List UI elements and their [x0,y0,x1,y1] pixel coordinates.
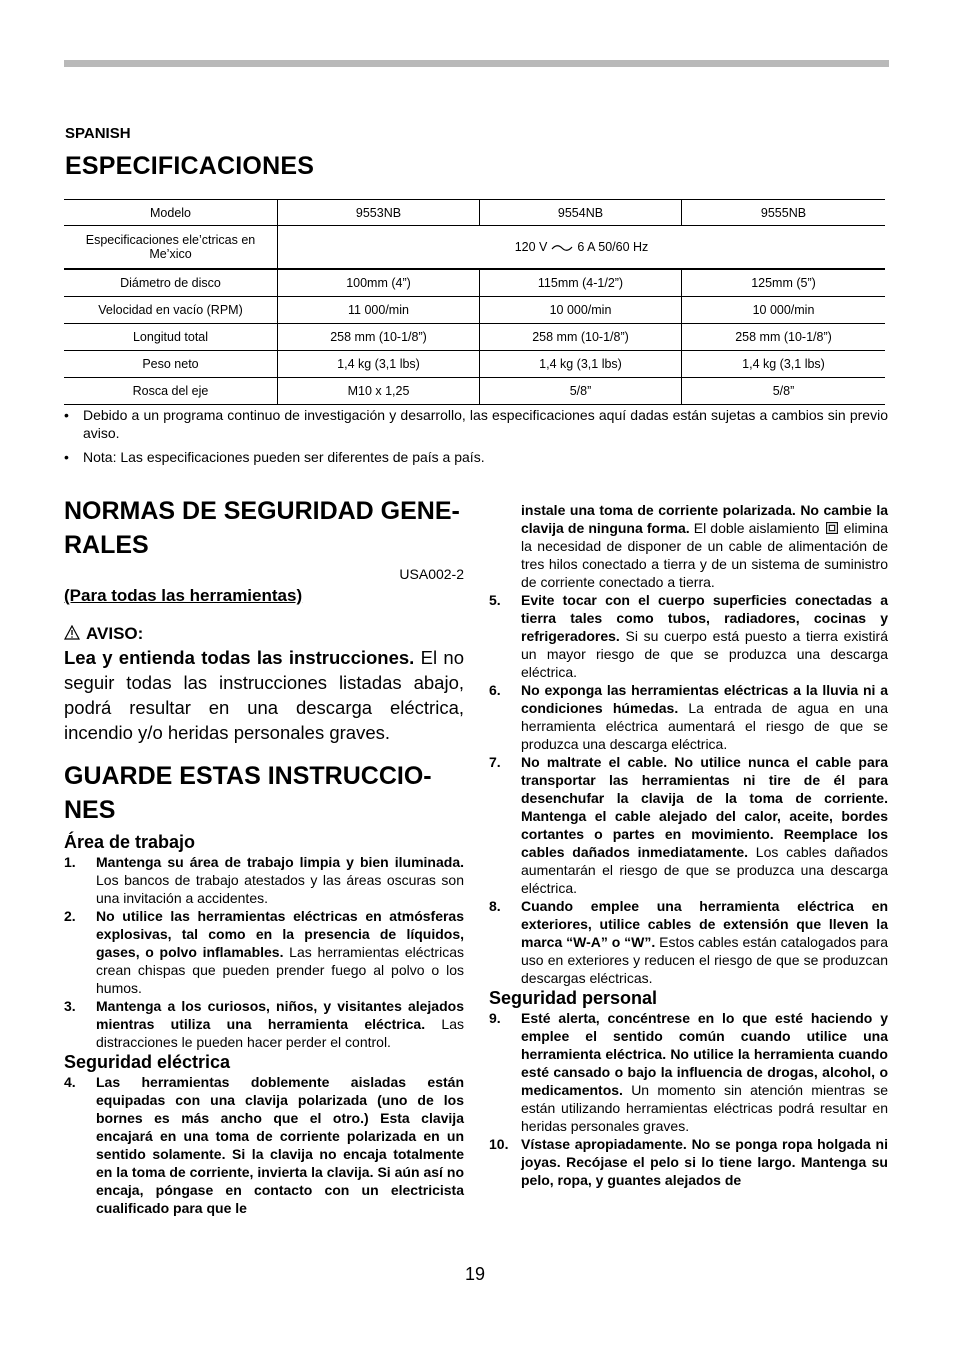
item-text: Las herramientas eléctricas crean chispas que pueden prender fuego al polvo o los humos. [96,944,464,996]
table-cell: 5/8” [480,378,682,405]
table-cell: 10 000/min [682,297,886,324]
voltage-frequency: 6 A 50/60 Hz [577,240,649,254]
table-row [64,297,885,324]
spec-table [64,199,885,405]
table-cell: Longitud total [64,324,278,351]
list-item [64,907,464,997]
table-header-row [64,200,885,226]
table-header-cell: Modelo [64,200,278,226]
table-cell: 1,4 kg (3,1 lbs) [278,351,480,378]
section-title [64,494,464,562]
item-bold-text: No maltrate el cable. No utilice nunca el cable para transportar las herramientas ni tire de él para desenchufar la clavija de la toma de corriente. Mantenga el cable alejado del calor, aceite, bordes cortantes o partes en movimiento. Reemplace los cables dañados inmediatamente. [521,754,888,860]
table-cell: Diámetro de disco [64,269,278,297]
table-cell: 11 000/min [278,297,480,324]
table-cell: Peso neto [64,351,278,378]
language-label: SPANISH [65,125,131,142]
item-number: 6. [489,682,501,698]
item-text: El doble aislamiento [689,520,820,536]
warning-triangle-icon [64,625,80,640]
table-cell: 1,4 kg (3,1 lbs) [480,351,682,378]
item-number: 7. [489,754,501,770]
table-cell: 100mm (4”) [278,269,480,297]
table-row [64,324,885,351]
bullet-icon: • [64,449,69,465]
item-bold-text: Mantenga su área de trabajo limpia y bien iluminada. [96,854,464,870]
item-number: 8. [489,898,501,914]
item-bold-text: Esté alerta, concéntrese en lo que esté haciendo y emplee el sentido común cuando utilice una herramienta eléctrica. No utilice la herramienta cuando esté cansado o bajo la influencia de drogas, alcohol, o medicamentos. [521,1010,888,1098]
list-item-continued [489,501,888,591]
list-item [489,591,888,681]
item-number: 5. [489,592,501,608]
note-text: Nota: Las especificaciones pueden ser diferentes de país a país. [83,449,485,465]
item-text: Las distracciones le pueden hacer perder el control. [96,1016,464,1050]
list-item [489,753,888,897]
warning-label: AVISO: [86,624,144,643]
list-item [64,997,464,1051]
item-bold-text: No exponga las herramientas eléctricas a la lluvia ni a condiciones húmedas. [521,682,888,716]
warning-paragraph [64,645,464,745]
page-title: ESPECIFICACIONES [65,152,315,180]
item-text: Un momento sin atención mientras se están utilizando herramientas eléctricas podrá resultar en heridas personales graves. [521,1082,888,1134]
personal-heading: Seguridad personal [489,988,658,1008]
list-item [64,853,464,907]
note-item [64,406,888,442]
item-bold-text: Vístase apropiadamente. No se ponga ropa holgada ni joyas. Recójase el pelo si lo tiene largo. Mantenga su pelo, ropa, y guantes alejados de [521,1136,888,1188]
top-rule [64,60,889,67]
page-number: 19 [465,1264,486,1284]
table-cell: 258 mm (10-1/8”) [480,324,682,351]
table-cell: 258 mm (10-1/8”) [682,324,886,351]
table-cell: 125mm (5”) [682,269,886,297]
section-title-line: NORMAS DE SEGURIDAD GENE- [64,497,460,525]
item-number: 1. [64,854,76,870]
section-title-line: NES [64,796,116,824]
note-item [64,448,888,466]
voltage-value: 120 V [514,240,548,254]
list-item [64,1073,464,1217]
table-cell: 5/8” [682,378,886,405]
table-cell: 10 000/min [480,297,682,324]
bullet-icon: • [64,407,69,423]
note-text: Debido a un programa continuo de investigación y desarrollo, las especificaciones aquí dadas están sujetas a cambios sin previo aviso. [83,407,888,441]
item-text: Estos cables están catalogados para uso en exteriores y reducen el riesgo de que se produzcan descargas eléctricas. [521,934,888,986]
item-bold-text: Evite tocar con el cuerpo superficies conectadas a tierra tales como tubos, radiadores, cocinas y refrigeradores. [521,592,888,644]
item-text: Los bancos de trabajo atestados y las áreas oscuras son una invitación a accidentes. [96,872,464,906]
item-bold-text: instale una toma de corriente polarizada. No cambie la clavija de ninguna forma. [521,502,888,536]
item-text: Si su cuerpo está puesto a tierra existirá un mayor riesgo de que se produzca una descarga eléctrica. [521,628,888,680]
table-header-cell: 9555NB [682,200,886,226]
table-row [64,226,885,270]
warning-bold-text: Lea y entienda todas las instrucciones. [64,647,415,668]
item-number: 4. [64,1074,76,1090]
section-title-line: RALES [64,531,149,559]
table-row [64,269,885,297]
table-row [64,378,885,405]
table-row [64,351,885,378]
item-bold-text: Cuando emplee una herramienta eléctrica en exteriores, utilice cables de extensión que lleven la marca “W-A” o “W”. [521,898,888,950]
item-bold-text: No utilice las herramientas eléctricas en atmósferas explosivas, tal como en la presencia de líquidos, gases, o polvo inflamables. [96,908,464,960]
list-item [489,681,888,753]
table-header-cell: 9553NB [278,200,480,226]
table-cell: M10 x 1,25 [278,378,480,405]
item-text: elimina la necesidad de disponer de un cable de alimentación de tres hilos conectado a tierra y de un sistema de suministro de corriente conectado a tierra. [521,520,888,590]
item-number: 10. [489,1136,509,1152]
table-cell: 1,4 kg (3,1 lbs) [682,351,886,378]
double-insulation-icon [826,522,838,534]
warning-heading [64,623,464,645]
item-number: 3. [64,998,76,1014]
list-item [489,897,888,987]
doc-code: USA002-2 [399,566,464,582]
right-column [489,501,888,1189]
table-cell: 258 mm (10-1/8”) [278,324,480,351]
warning-text: El no seguir todas las instrucciones listadas abajo, podrá resultar en una descarga eléctrica, incendio y/o heridas personales graves. [64,647,464,743]
item-number: 9. [489,1010,501,1026]
table-cell: Especificaciones ele’ctricas en Me’xico [64,226,278,270]
table-cell: Velocidad en vacío (RPM) [64,297,278,324]
list-item [489,1009,888,1135]
table-cell: Rosca del eje [64,378,278,405]
voltage-cell [278,226,886,270]
item-text: Los cables dañados aumentarán el riesgo de que se produzca una descarga eléctrica. [521,844,888,896]
section-title [64,759,464,827]
area-heading: Área de trabajo [64,832,196,852]
table-cell: 115mm (4-1/2”) [480,269,682,297]
section-title-line: GUARDE ESTAS INSTRUCCIO- [64,762,432,790]
electric-heading: Seguridad eléctrica [64,1052,231,1072]
subtitle: (Para todas las herramientas) [64,586,303,605]
table-header-cell: 9554NB [480,200,682,226]
list-item [489,1135,888,1189]
left-column [64,494,464,1217]
ac-symbol-icon [551,243,573,253]
item-bold-text: Mantenga a los curiosos, niños, y visitantes alejados mientras utiliza una herramienta eléctrica. [96,998,464,1032]
item-text: La entrada de agua en una herramienta eléctrica aumentará el riesgo de que se produzca una descarga eléctrica. [521,700,888,752]
item-number: 2. [64,908,76,924]
item-bold-text: Las herramientas doblemente aisladas están equipadas con una clavija polarizada (uno de los bornes es más ancho que el otro.) Esta clavija encajará en una toma de corriente polarizada en un sentido solamente. Si la clavija no encaja totalmente en la toma de corriente, invierta la clavija. Si aún así no encaja, póngase en contacto con un electricista cualificado para que le [96,1074,464,1216]
